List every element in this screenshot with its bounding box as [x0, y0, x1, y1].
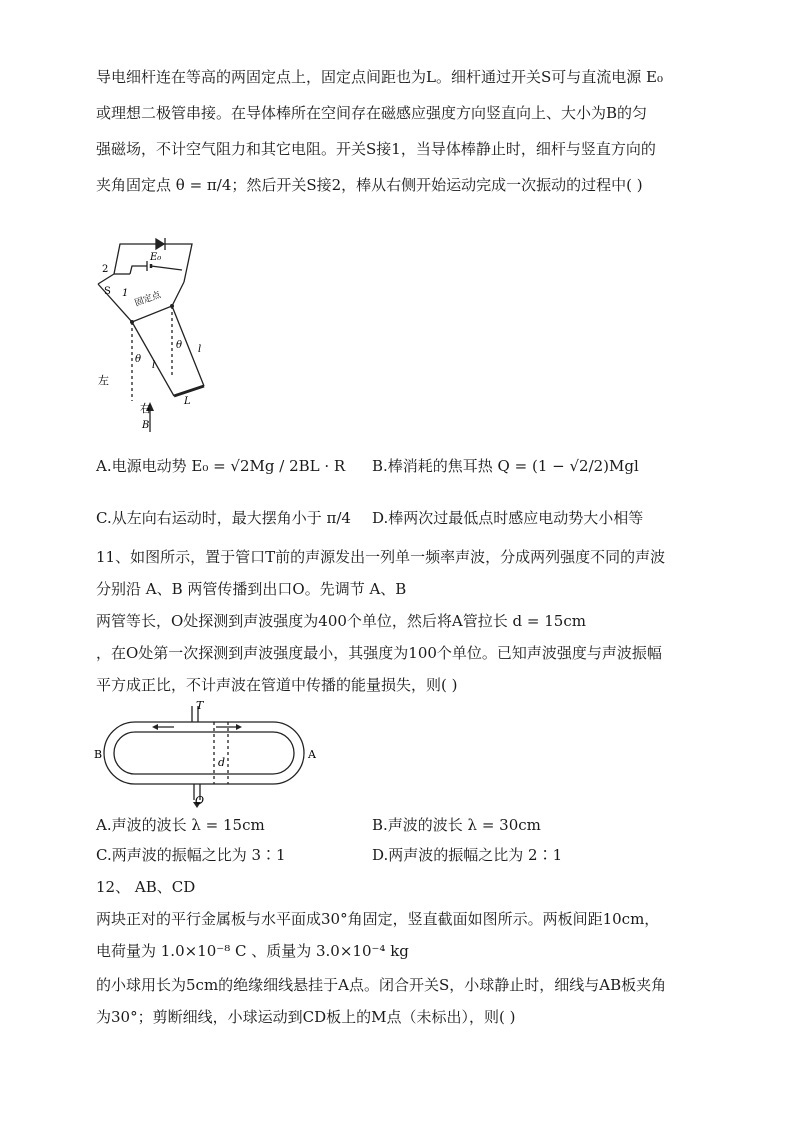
label-o: O [195, 794, 205, 807]
q11-line-5: 平方成正比，不计声波在管道中传播的能量损失，则( ) [96, 676, 458, 694]
q11-option-d: D.两声波的振幅之比为 2∶1 [372, 846, 563, 864]
q11-tube-figure [92, 700, 322, 810]
flow-arrow-left-head [152, 724, 158, 730]
q12-line-4: 的小球用长为5cm的绝缘细线悬挂于A点。闭合开关S，小球静止时，细线与AB板夹角 [96, 976, 667, 994]
label-field: B [142, 420, 150, 431]
q10-line-1: 导电细杆连在等高的两固定点上，固定点间距也为L。细杆通过开关S可与直流电源 E₀ [96, 68, 663, 86]
label-switch-1: 1 [122, 288, 129, 299]
diode-symbol [156, 239, 164, 249]
q10-option-a: A.电源电动势 E₀ = √2Mg / 2BL · R [96, 457, 346, 475]
label-length: L [184, 396, 191, 407]
q10-circuit-diagram [92, 236, 222, 436]
fixed-point-left [130, 320, 134, 324]
q10-line-3: 强磁场，不计空气阻力和其它电阻。开关S接1，当导体棒静止时，细杆与竖直方向的 [96, 140, 656, 158]
q10-option-d: D.棒两次过最低点时感应电动势大小相等 [372, 509, 644, 527]
tube-outer [104, 722, 304, 784]
source-wire-right [151, 266, 182, 270]
switch-lever [98, 274, 114, 284]
label-source: E₀ [150, 252, 162, 263]
fixed-point-right [170, 304, 174, 308]
label-right: 右 [140, 402, 151, 415]
q10-line-2: 或理想二极管串接。在导体棒所在空间存在磁感应强度方向竖直向上、大小为B的匀 [96, 104, 648, 122]
label-theta-right: θ [176, 340, 183, 351]
q12-line-1: 12、 AB、CD [96, 878, 196, 896]
label-t: T [196, 700, 204, 712]
q11-option-a: A.声波的波长 λ = 15cm [96, 816, 265, 834]
q11-tube-diagram [92, 700, 322, 810]
label-a: A [308, 748, 316, 761]
q11-line-1: 11、如图所示，置于管口T前的声源发出一列单一频率声波，分成两列强度不同的声波 [96, 548, 666, 566]
flow-arrow-right-head [236, 724, 242, 730]
label-fixed-point: 固定点 [133, 290, 163, 309]
diode-branch-wire [114, 244, 192, 282]
q10-option-c: C.从左向右运动时，最大摆角小于 π/4 [96, 509, 351, 527]
tube-inner [114, 732, 294, 774]
q10-option-b: B.棒消耗的焦耳热 Q = (1 − √2/2)Mgl [372, 457, 639, 475]
label-rod-right: l [198, 344, 202, 355]
q10-line-4: 夹角固定点 θ = π/4；然后开关S接2，棒从右侧开始运动完成一次振动的过程中( ) [96, 176, 643, 194]
conductor-bar [174, 386, 204, 396]
q10-circuit-figure [92, 236, 222, 436]
q12-line-2: 两块正对的平行金属板与水平面成30°角固定，竖直截面如图所示。两板间距10cm， [96, 910, 660, 928]
label-switch-s: S [104, 286, 111, 297]
label-switch-2: 2 [102, 264, 109, 275]
label-left: 左 [98, 374, 109, 387]
q12-line-3: 电荷量为 1.0×10⁻⁸ C 、质量为 3.0×10⁻⁴ kg [96, 942, 409, 960]
q12-line-5: 为30°；剪断细线，小球运动到CD板上的M点（未标出），则( ) [96, 1008, 516, 1026]
q11-option-b: B.声波的波长 λ = 30cm [372, 816, 541, 834]
q11-option-c: C.两声波的振幅之比为 3∶1 [96, 846, 286, 864]
q11-line-4: ，在O处第一次探测到声波强度最小，其强度为100个单位。已知声波强度与声波振幅 [96, 644, 662, 662]
q11-line-2: 分别沿 A、B 两管传播到出口O。先调节 A、B [96, 580, 407, 598]
label-b: B [94, 748, 103, 761]
label-d: d [218, 756, 226, 769]
label-rod-left: l [152, 360, 156, 371]
q11-line-3: 两管等长，O处探测到声波强度为400个单位，然后将A管拉长 d = 15cm [96, 612, 586, 630]
source-wire-left [130, 266, 147, 274]
label-theta-left: θ [135, 354, 142, 365]
